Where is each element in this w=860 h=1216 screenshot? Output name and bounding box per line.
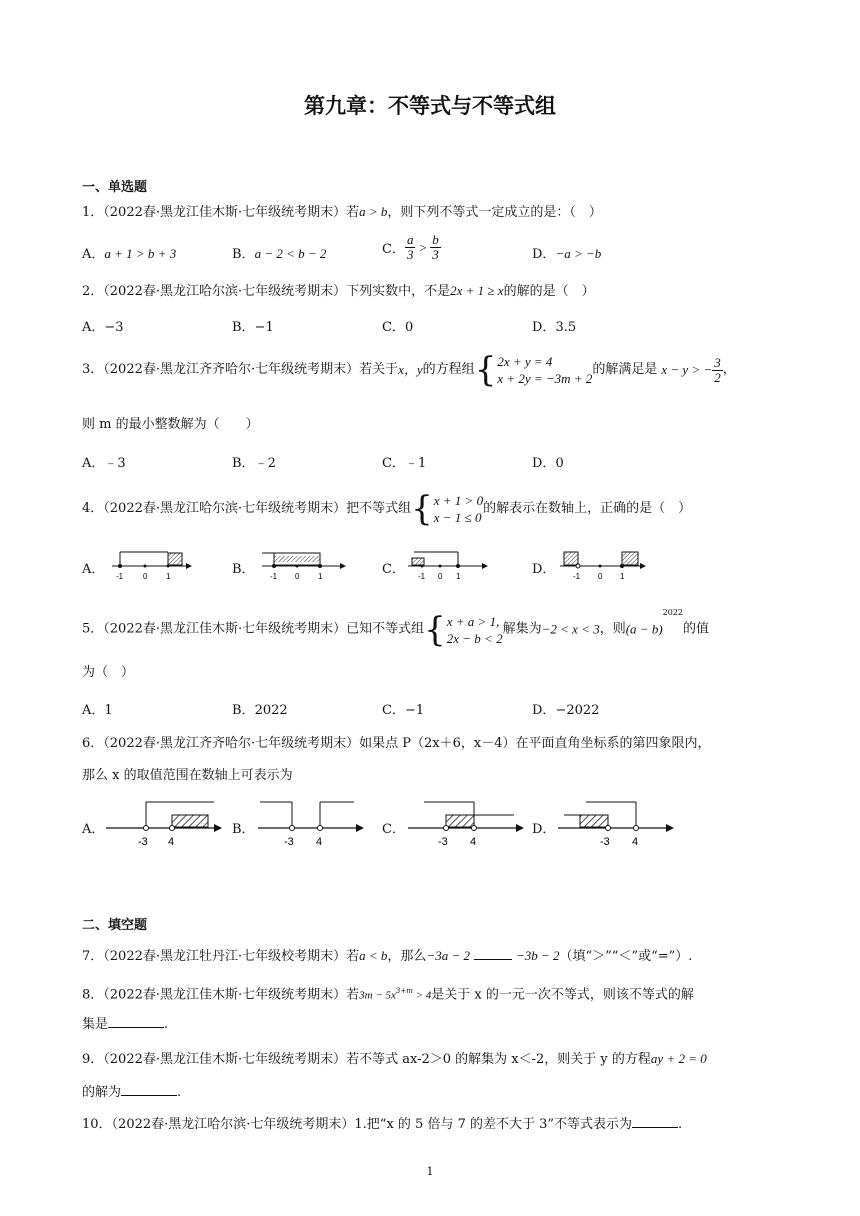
q10-answer-blank[interactable]: [632, 1127, 678, 1128]
q2-option-b: B．−1: [232, 320, 274, 335]
svg-text:1: 1: [456, 572, 461, 581]
svg-text:0: 0: [295, 572, 300, 581]
q4-inequality-system: x + 1 > 0 x − 1 ≤ 0: [433, 493, 484, 525]
svg-text:-3: -3: [600, 836, 610, 848]
question-6-line-1: 6．（2022春·黑龙江齐齐哈尔·七年级统考期末）如果点 P（2x＋6，x－4）在平面直角坐标系的第四象限内，: [82, 736, 711, 751]
svg-text:0: 0: [143, 572, 148, 581]
q3-option-b: B．﹣2: [232, 456, 276, 471]
q5-inequality-system: x + a > 1, 2x − b < 2: [446, 613, 503, 646]
svg-text:0: 0: [438, 572, 443, 581]
q1-condition: a > b: [359, 204, 388, 219]
svg-text:4: 4: [470, 836, 477, 848]
svg-text:4: 4: [632, 836, 639, 848]
q6-number-line-a: [104, 798, 229, 850]
q4-option-b-label: B．: [232, 562, 255, 577]
svg-text:-1: -1: [270, 572, 278, 581]
q7-answer-blank[interactable]: [474, 959, 512, 960]
question-7: 7．（2022春·黑龙江牡丹江·七年级校考期末）若a < b，那么−3a − 2 −3b − 2（填“＞”“＜”或“=”）.: [82, 948, 693, 964]
q6-option-a-label: A．: [82, 822, 105, 837]
question-3-stem: 3．（2022春·黑龙江齐齐哈尔·七年级统考期末）若关于x，y的方程组{ 2x + y = 4 x + 2y = −3m + 2 的解满足是 x − y > − $\frac{3}{2}$ ，: [82, 350, 736, 390]
svg-text:-3: -3: [284, 836, 294, 848]
q1-stem-text: 1．（2022春·黑龙江佳木斯·七年级统考期末）若: [82, 205, 360, 220]
svg-text:-3: -3: [138, 836, 148, 848]
question-3-line-2: 则 m 的最小整数解为（ ）: [82, 417, 259, 432]
q6-option-b-label: B．: [232, 822, 255, 837]
question-9: 9．（2022春·黑龙江佳木斯·七年级统考期末）若不等式 ax-2＞0 的解集为 x＜-2，则关于 y 的方程ay + 2 = 0: [82, 1051, 707, 1067]
q9-answer-blank[interactable]: [121, 1095, 177, 1096]
q5-option-b: B．2022: [232, 703, 288, 718]
svg-text:4: 4: [168, 836, 175, 848]
svg-text:1: 1: [318, 572, 323, 581]
question-2-stem: 2．（2022春·黑龙江哈尔滨·七年级统考期末）下列实数中，不是2x + 1 ≥ x的解的是（ ）: [82, 283, 595, 299]
q2-option-c: C．0: [382, 320, 414, 335]
svg-text:4: 4: [316, 836, 323, 848]
q1-option-c: C． $\frac{a}{3}$ > $\frac{b}{3}$: [382, 232, 439, 262]
q6-option-d-label: D．: [532, 822, 556, 837]
section-heading-single-choice: 一、单选题: [82, 180, 148, 195]
q2-option-d: D．3.5: [532, 320, 577, 335]
q1-c-frac-left: $\frac{a}{3}$: [406, 232, 414, 262]
q6-option-c-label: C．: [382, 822, 405, 837]
q1-option-d: D．−a > −b: [532, 246, 602, 262]
question-1-stem: [82, 203, 602, 222]
page-title: 第九章：不等式与不等式组: [304, 94, 556, 118]
page-number: 1: [426, 1165, 434, 1178]
q3-equation-system: 2x + y = 4 x + 2y = −3m + 2: [497, 354, 593, 386]
question-5-line-2: 为（ ）: [82, 665, 135, 680]
question-8-line-2: 集是 .: [82, 1017, 169, 1032]
svg-text:-1: -1: [418, 572, 426, 581]
section-heading-fill-blank: 二、填空题: [82, 918, 148, 933]
q4-option-c-label: C．: [382, 562, 405, 577]
svg-text:1: 1: [620, 572, 625, 581]
q3-option-d: D．0: [532, 456, 564, 471]
q3-option-a: A．﹣3: [82, 456, 126, 471]
q4-number-line-a: [108, 544, 198, 584]
q6-number-line-d: [556, 798, 681, 850]
q1-stem-tail: ，则下列不等式一定成立的是：（ ）: [387, 205, 602, 220]
svg-text:-1: -1: [116, 572, 124, 581]
question-6-line-2: 那么 x 的取值范围在数轴上可表示为: [82, 768, 293, 783]
q4-number-line-b: [258, 544, 353, 584]
q3-option-c: C．﹣1: [382, 456, 427, 471]
question-4-stem: 4．（2022春·黑龙江哈尔滨·七年级统考期末）把不等式组{ x + 1 > 0 x − 1 ≤ 0 的解表示在数轴上，正确的是（ ）: [82, 489, 692, 529]
q1-c-frac-right: $\frac{b}{3}$: [432, 232, 439, 262]
q1-option-a: A．a + 1 > b + 3: [82, 246, 177, 262]
q6-number-line-b: [256, 798, 371, 850]
question-10: 10．（2022春·黑龙江哈尔滨·七年级统考期末）1.把“x 的 5 倍与 7 的差不大于 3”不等式表示为 .: [82, 1117, 683, 1132]
q2-option-a: A．−3: [82, 320, 124, 335]
question-8: 8．（2022春·黑龙江佳木斯·七年级统考期末）若$3m - 5x^{3+m} > 4$是关于 x 的一元一次不等式，则该不等式的解: [82, 987, 694, 1003]
q5-option-a: A．1: [82, 703, 113, 718]
q4-number-line-d: [558, 544, 653, 584]
svg-text:1: 1: [166, 572, 171, 581]
svg-text:-3: -3: [438, 836, 448, 848]
svg-text:-1: -1: [573, 572, 581, 581]
q6-number-line-c: [406, 798, 531, 850]
q4-option-a-label: A．: [82, 562, 105, 577]
svg-text:0: 0: [598, 572, 603, 581]
question-5-stem: 5．（2022春·黑龙江佳木斯·七年级统考期末）已知不等式组{ x + a > 1, 2x − b < 2 解集为−2 < x < 3，则$(a - b)^{2022}$的值: [82, 608, 710, 650]
q5-option-d: D．−2022: [532, 703, 600, 718]
q4-option-d-label: D．: [532, 562, 556, 577]
q1-option-b: B．a − 2 < b − 2: [232, 246, 327, 262]
q5-option-c: C．−1: [382, 703, 425, 718]
q8-answer-blank[interactable]: [108, 1027, 164, 1028]
q4-number-line-c: [406, 544, 496, 584]
question-9-line-2: 的解为 .: [82, 1085, 182, 1100]
